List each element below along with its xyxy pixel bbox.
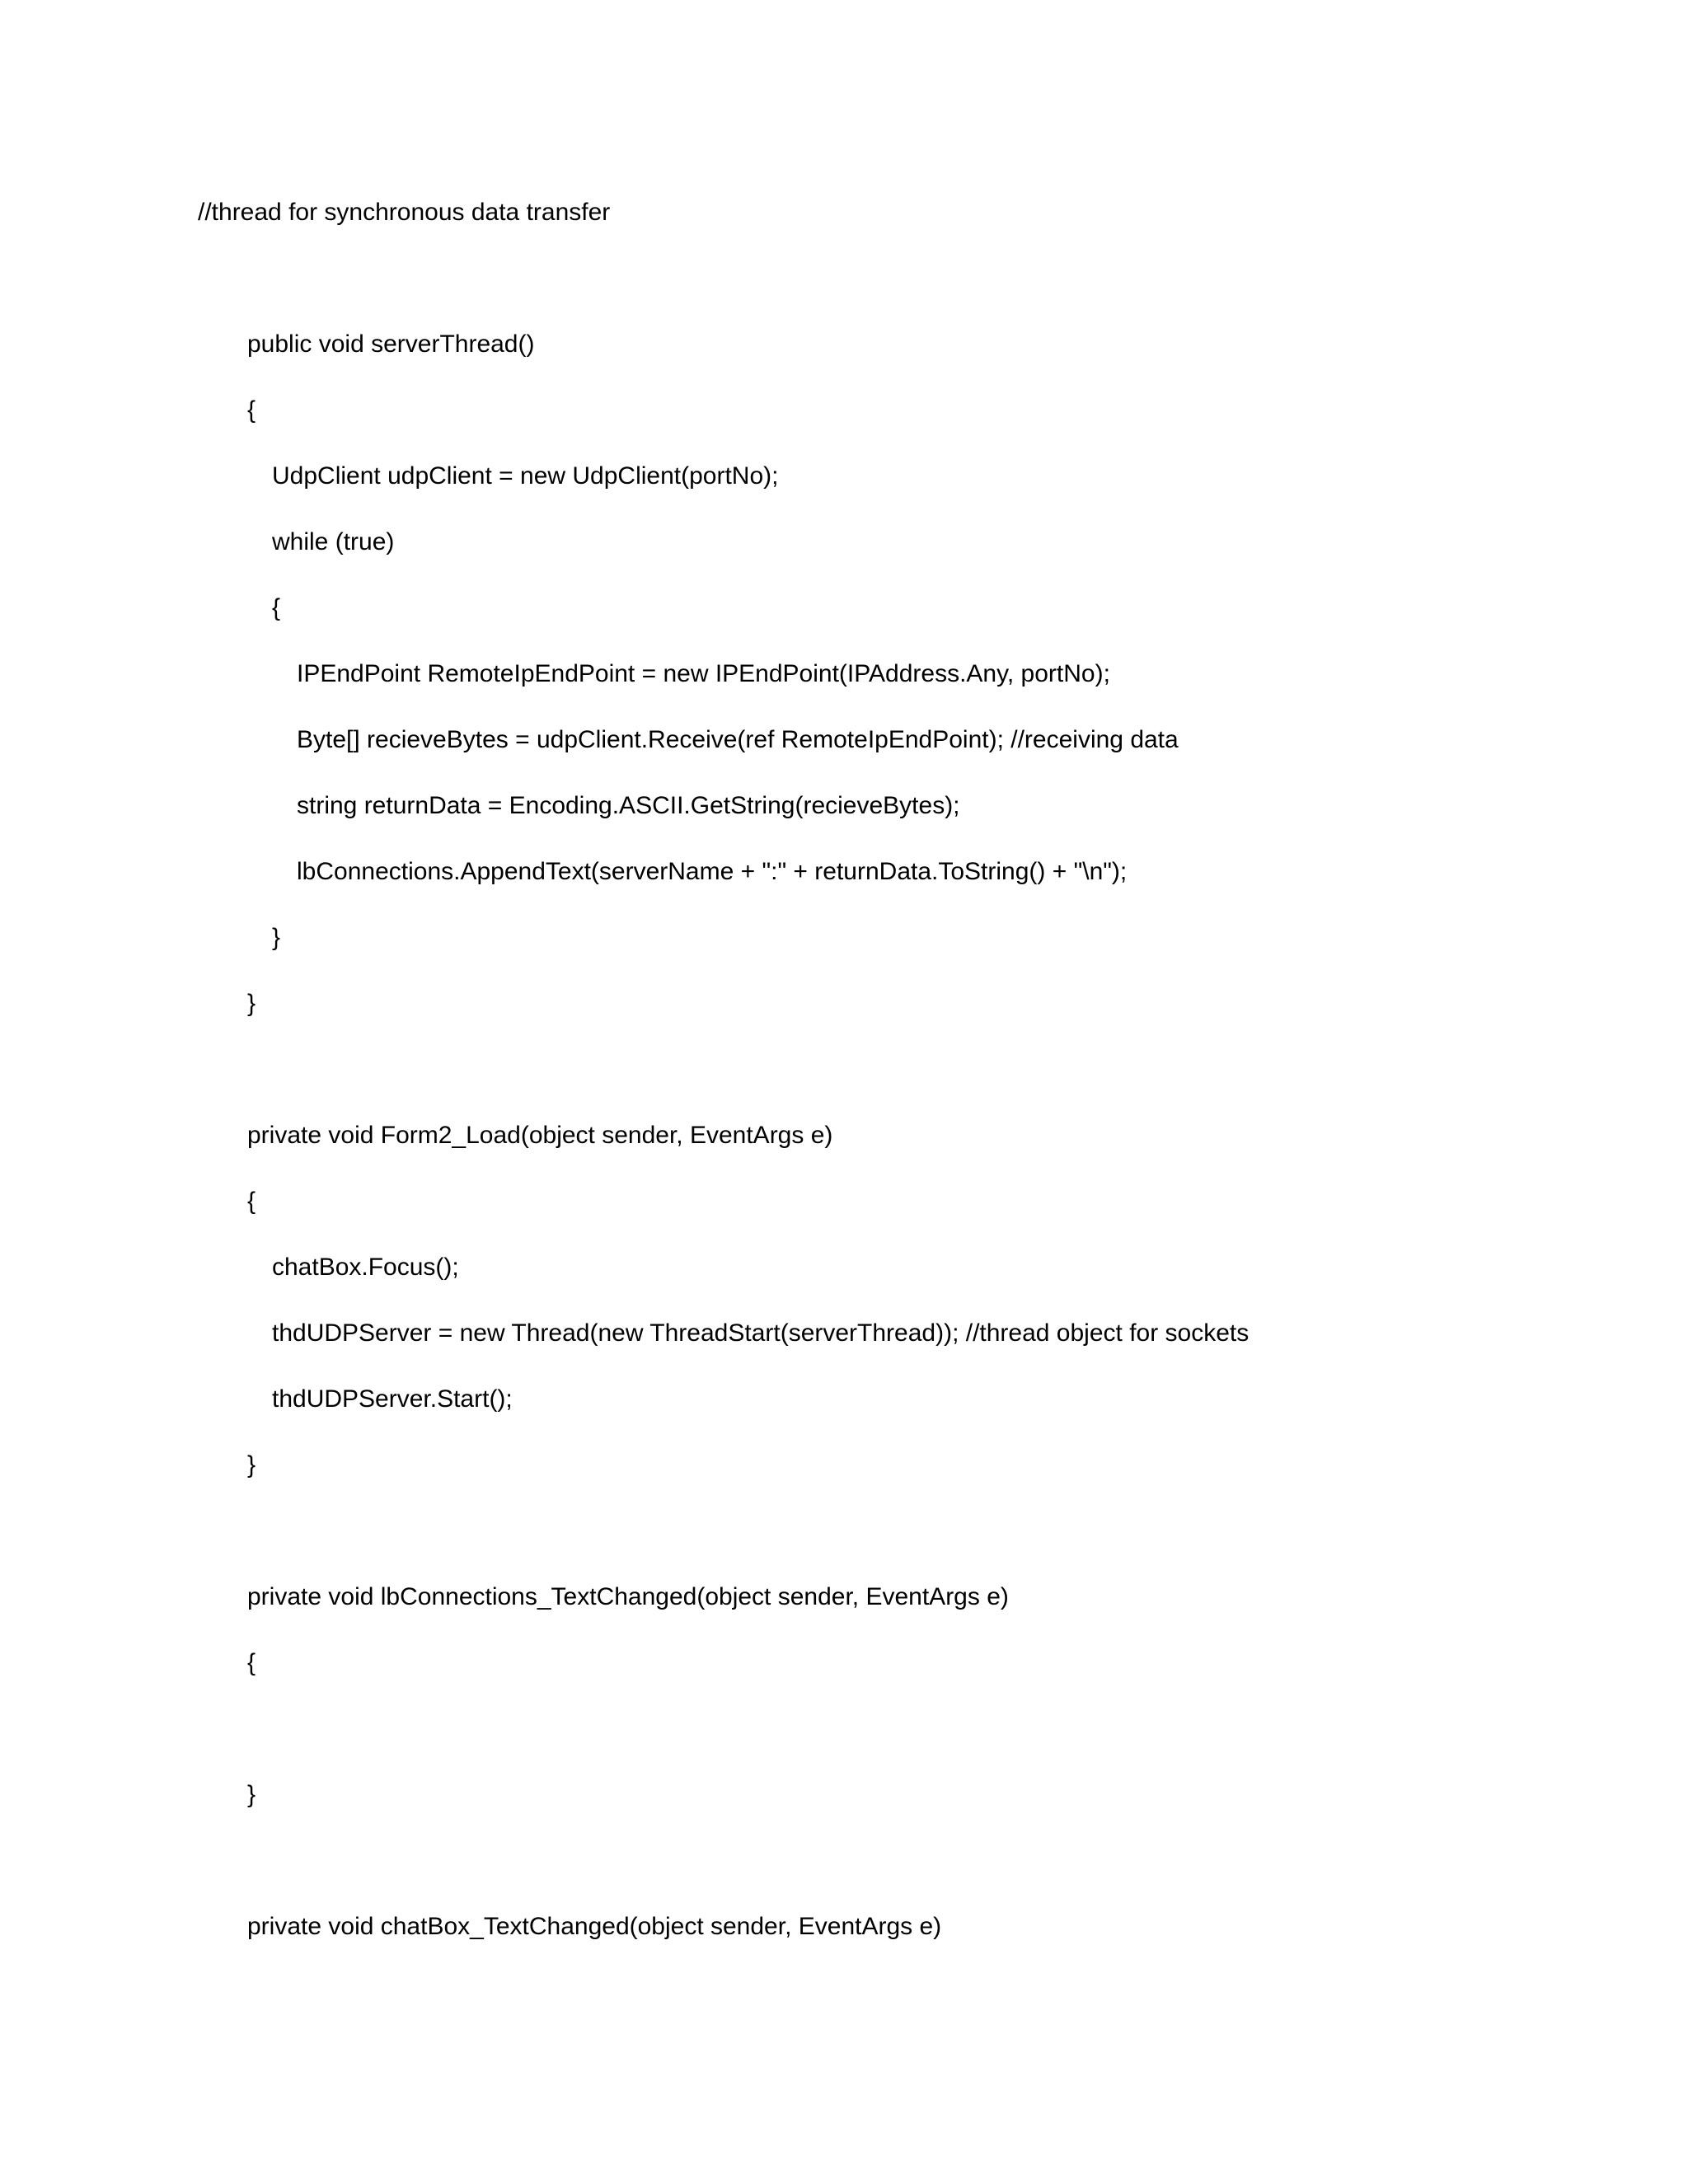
code-line: while (true): [272, 528, 395, 555]
close-brace: }: [247, 1451, 256, 1479]
open-brace: {: [247, 1649, 256, 1676]
code-line: Byte[] recieveBytes = udpClient.Receive(ref RemoteIpEndPoint); //receiving data: [297, 726, 1179, 753]
code-line: IPEndPoint RemoteIpEndPoint = new IPEndPoint(IPAddress.Any, portNo);: [297, 660, 1110, 687]
close-brace: }: [247, 990, 256, 1017]
method-signature: public void serverThread(): [247, 330, 535, 358]
code-line: thdUDPServer = new Thread(new ThreadStart(serverThread)); //thread object for sockets: [272, 1319, 1250, 1347]
method-signature: private void Form2_Load(object sender, EventArgs e): [247, 1122, 833, 1149]
close-brace: }: [272, 924, 281, 951]
close-brace: }: [247, 1781, 256, 1808]
code-line: chatBox.Focus();: [272, 1254, 459, 1281]
code-line: string returnData = Encoding.ASCII.GetString(recieveBytes);: [297, 792, 960, 819]
comment-line: //thread for synchronous data transfer: [198, 199, 611, 226]
method-signature: private void chatBox_TextChanged(object sender, EventArgs e): [247, 1913, 942, 1940]
code-line: UdpClient udpClient = new UdpClient(portNo);: [272, 462, 779, 490]
code-line: thdUDPServer.Start();: [272, 1385, 513, 1413]
open-brace: {: [272, 594, 281, 621]
open-brace: {: [247, 396, 256, 424]
method-signature: private void lbConnections_TextChanged(object sender, EventArgs e): [247, 1583, 1009, 1610]
open-brace: {: [247, 1188, 256, 1215]
code-line: lbConnections.AppendText(serverName + ":" + returnData.ToString() + "\n");: [297, 858, 1128, 885]
